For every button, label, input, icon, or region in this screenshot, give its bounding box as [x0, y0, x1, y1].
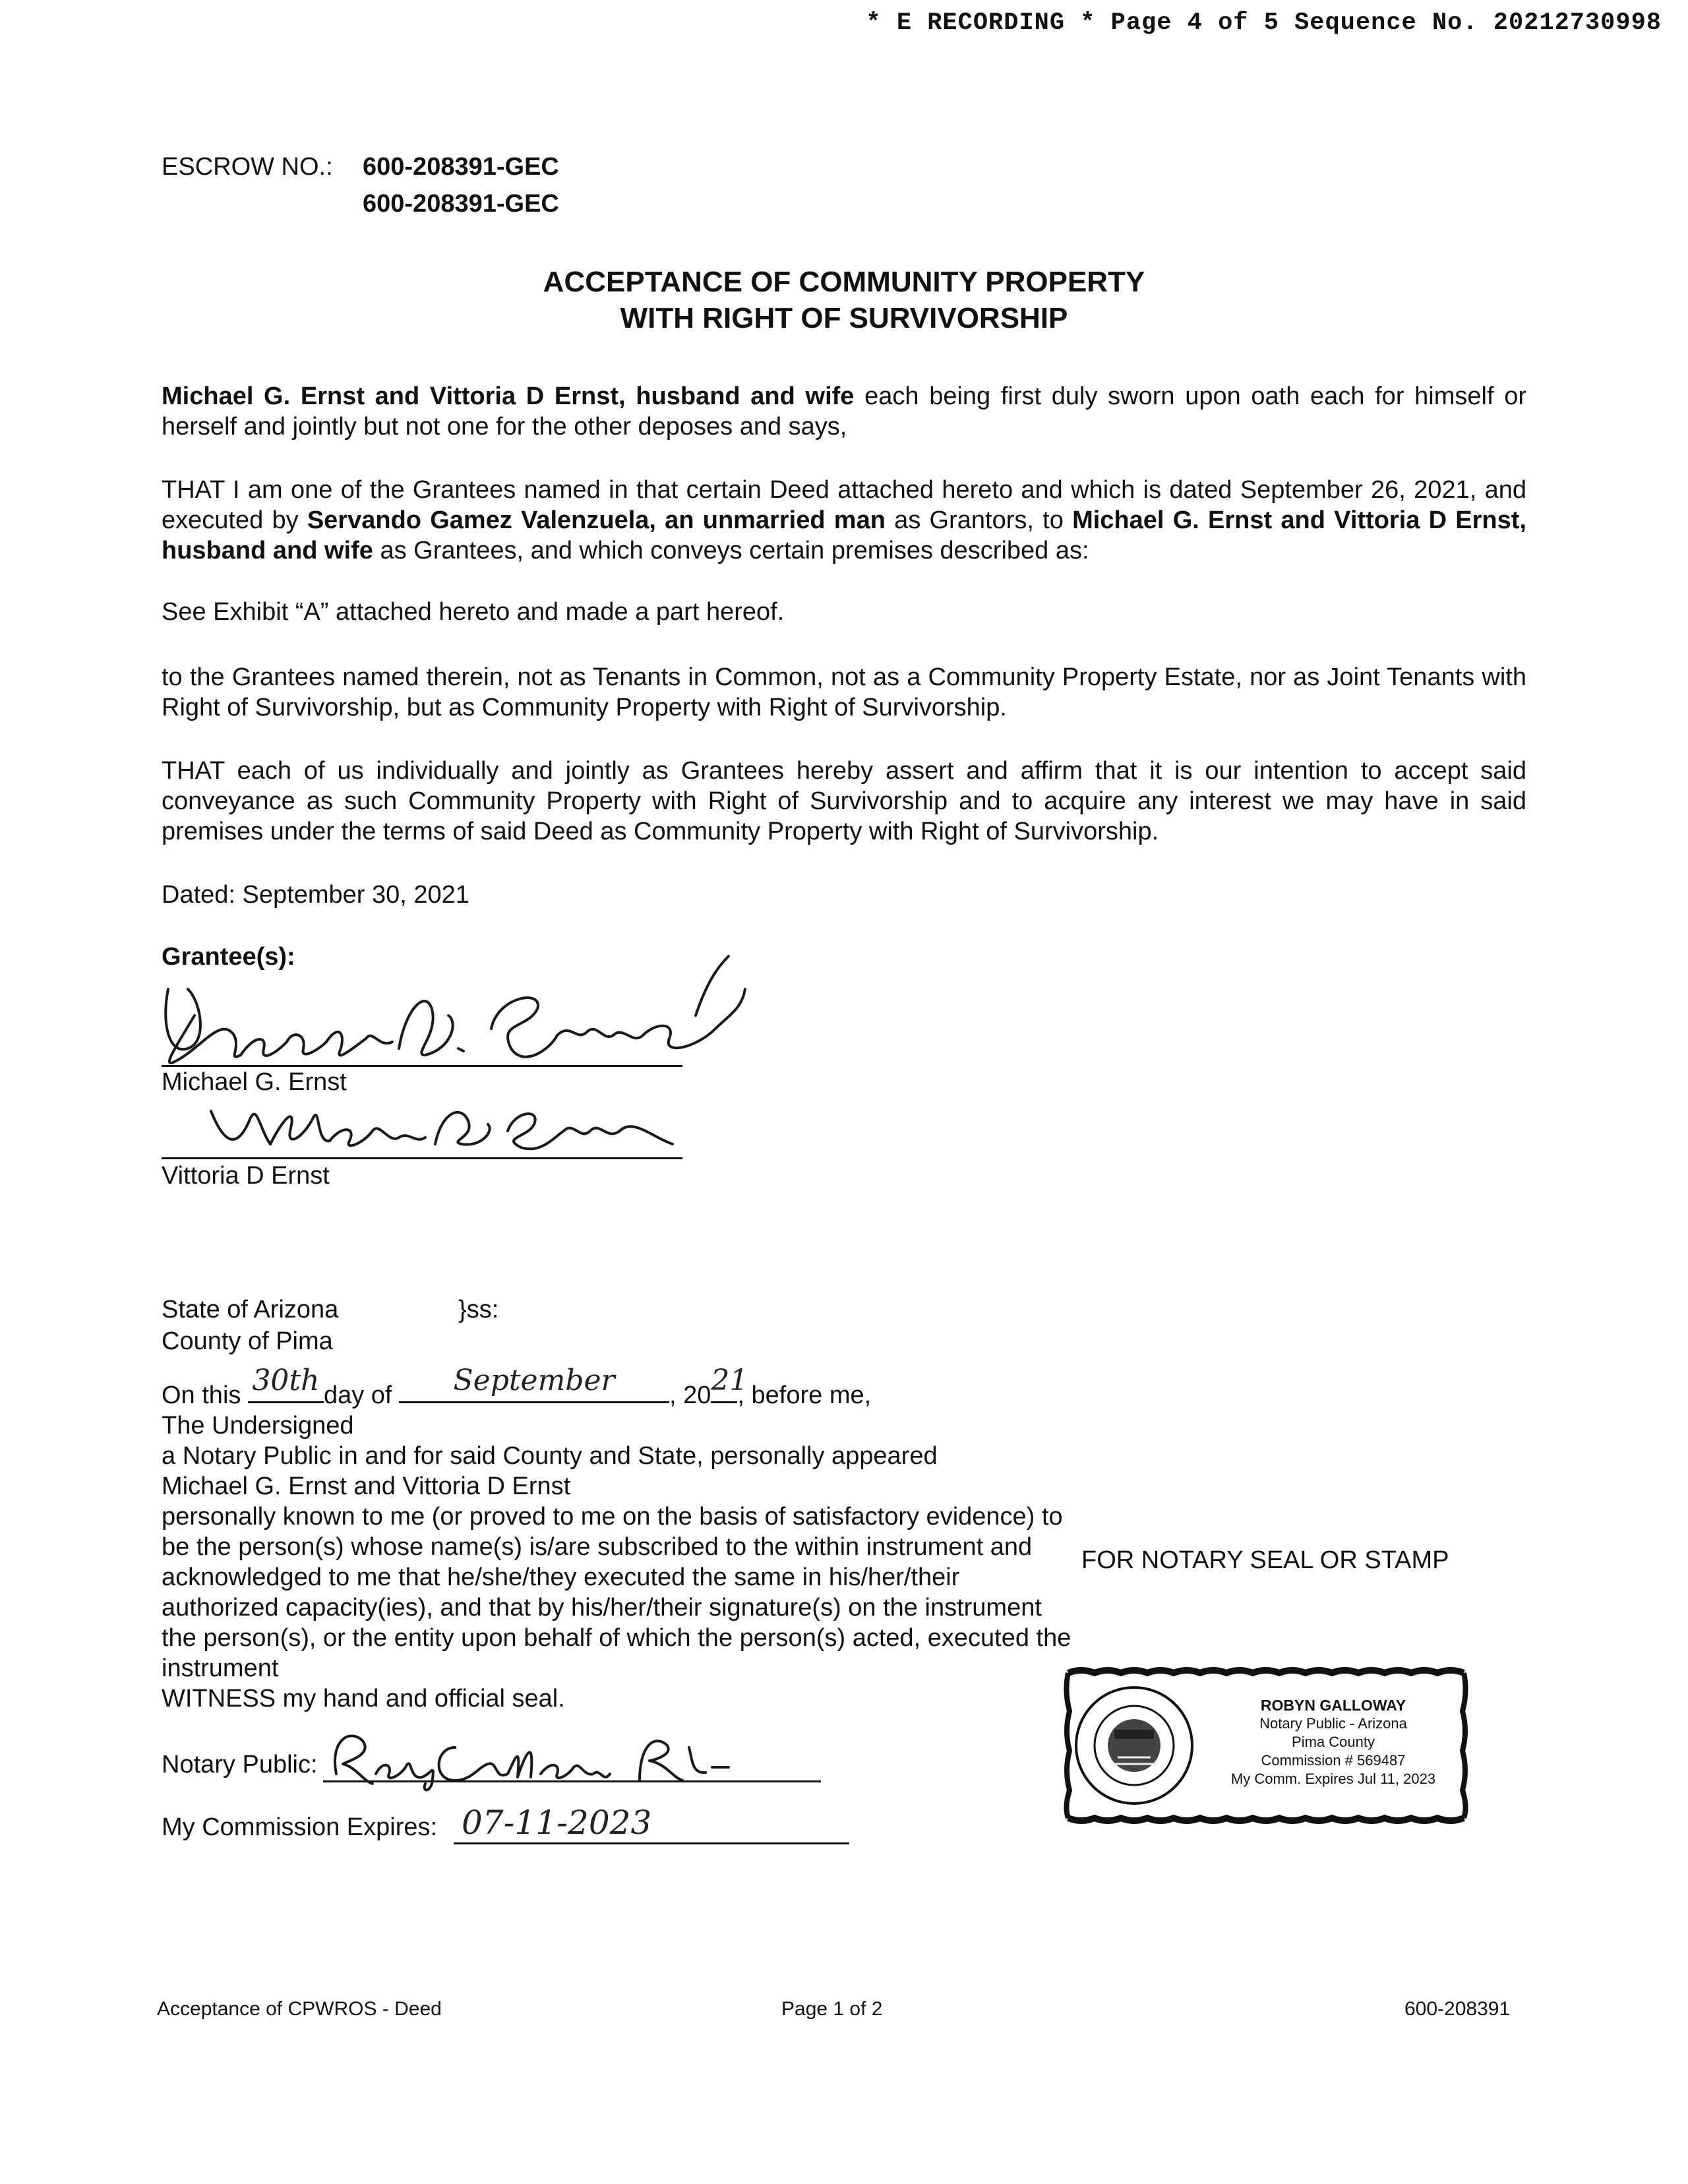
venue-county: County of Pima [162, 1327, 333, 1355]
paragraph-deponents [162, 381, 1526, 442]
grantor-name: Servando Gamez Valenzuela, an unmarried man [307, 506, 886, 534]
signer-1-name: Michael G. Ernst [162, 1068, 347, 1096]
ack-year-field [711, 1364, 748, 1403]
ack-witness: WITNESS my hand and official seal. [162, 1685, 565, 1713]
notary-public-label: Notary Public: [162, 1751, 318, 1778]
stamp-commission: Commission # 569487 [1261, 1752, 1406, 1769]
grantee-label: Grantee(s): [162, 943, 295, 971]
signature-line-2 [162, 1157, 682, 1159]
paragraph-tenancy: to the Grantees named therein, not as Tenants in Common, not as a Community Property Estate, nor as Joint Tenants with Right of Survivorship, but as Community Property with Right of Survivorship. [162, 663, 1526, 721]
stamp-text-block [1195, 1696, 1472, 1788]
ack-on-this: On this [162, 1381, 248, 1409]
footer-doc-name: Acceptance of CPWROS - Deed [157, 1998, 442, 2020]
deed-text-b: as Grantors, to [885, 506, 1073, 534]
venue-state: State of Arizona [162, 1296, 339, 1323]
stamp-notary-title: Notary Public - Arizona [1259, 1715, 1407, 1732]
ack-officer: The Undersigned [162, 1412, 354, 1440]
ack-day-handwritten: 30th [252, 1364, 320, 1397]
paragraph-deed [162, 475, 1526, 566]
signer-2-name: Vittoria D Ernst [162, 1162, 330, 1190]
deed-text-c: as Grantees, and which conveys certain premises described as: [373, 537, 1089, 564]
paragraph-exhibit: See Exhibit “A” attached hereto and made a part hereof. [162, 598, 785, 626]
ack-year-prefix: , 20 [669, 1381, 711, 1409]
dated-line: Dated: September 30, 2021 [162, 881, 469, 909]
notary-acknowledgment [162, 1364, 1071, 1714]
deponent-names: Michael G. Ernst and Vittoria D Ernst, husband and wife [162, 382, 855, 410]
signature-notary [323, 1721, 732, 1794]
title-line-1: ACCEPTANCE OF COMMUNITY PROPERTY [543, 266, 1145, 298]
commission-expires-line [454, 1842, 849, 1844]
footer-page-number: Page 1 of 2 [781, 1998, 883, 2020]
paragraph-affirmation: THAT each of us individually and jointly as Grantees hereby assert and affirm that it is our intention to accept said conveyance as such Community Property with Right of Survivorship and to acquire any interest we may have in said premises under the terms of said Deed as Community Property with Right of Survivorship. [162, 757, 1526, 845]
escrow-label: ESCROW NO.: [162, 153, 333, 181]
ack-date-line [162, 1364, 1071, 1410]
commission-expires-label: My Commission Expires: [162, 1813, 438, 1841]
ack-line-3: a Notary Public in and for said County and State, personally appeared [162, 1442, 938, 1470]
grantee-names: Michael G. Ernst and Vittoria D Ernst, husband and wife [162, 506, 1526, 564]
title-line-2: WITH RIGHT OF SURVIVORSHIP [620, 302, 1068, 334]
deed-text-a: THAT I am one of the Grantees named in that certain Deed attached hereto and which is dated September 26, 2021, and executed by [162, 476, 1526, 534]
escrow-number-2: 600-208391-GEC [363, 190, 559, 218]
notary-signature-line [323, 1780, 821, 1782]
footer-escrow-ref: 600-208391 [1404, 1998, 1511, 2020]
escrow-number-1: 600-208391-GEC [363, 153, 559, 181]
ack-month-field [399, 1364, 669, 1403]
ack-month-handwritten: September [453, 1364, 615, 1397]
ack-day-field [248, 1364, 324, 1403]
stamp-notary-name: ROBYN GALLOWAY [1260, 1697, 1406, 1714]
recording-header: * E RECORDING * Page 4 of 5 Sequence No. 20212730998 [866, 9, 1662, 37]
stamp-expires: My Comm. Expires Jul 11, 2023 [1230, 1771, 1436, 1787]
commission-expires-handwritten: 07-11-2023 [462, 1804, 652, 1842]
stamp-county: Pima County [1292, 1734, 1375, 1750]
ack-before-me: , before me, [737, 1381, 872, 1409]
document-title [162, 264, 1526, 336]
venue-ss: }ss: [458, 1296, 499, 1323]
escrow-block [162, 148, 559, 222]
ack-year-handwritten: 21 [711, 1364, 748, 1397]
ack-signers: Michael G. Ernst and Vittoria D Ernst [162, 1472, 571, 1500]
ack-body: personally known to me (or proved to me on the basis of satisfactory evidence) to be the person(s) whose name(s) is/are subscribed to the within instrument and acknowledged to me that he/she/they executed the same in his/her/their authorized capacity(ies), and that by his/her/their signature(s) on the instrument the person(s), or the entity upon behalf of which the person(s) acted, executed the instrument [162, 1503, 1071, 1682]
ack-day-of: day of [323, 1381, 400, 1409]
deponent-text: each being first duly sworn upon oath each for himself or herself and jointly but not one for the other deposes and says, [162, 382, 1526, 440]
seal-label: FOR NOTARY SEAL OR STAMP [1081, 1546, 1449, 1574]
signature-line-1 [162, 1065, 682, 1067]
venue-block [162, 1294, 499, 1357]
